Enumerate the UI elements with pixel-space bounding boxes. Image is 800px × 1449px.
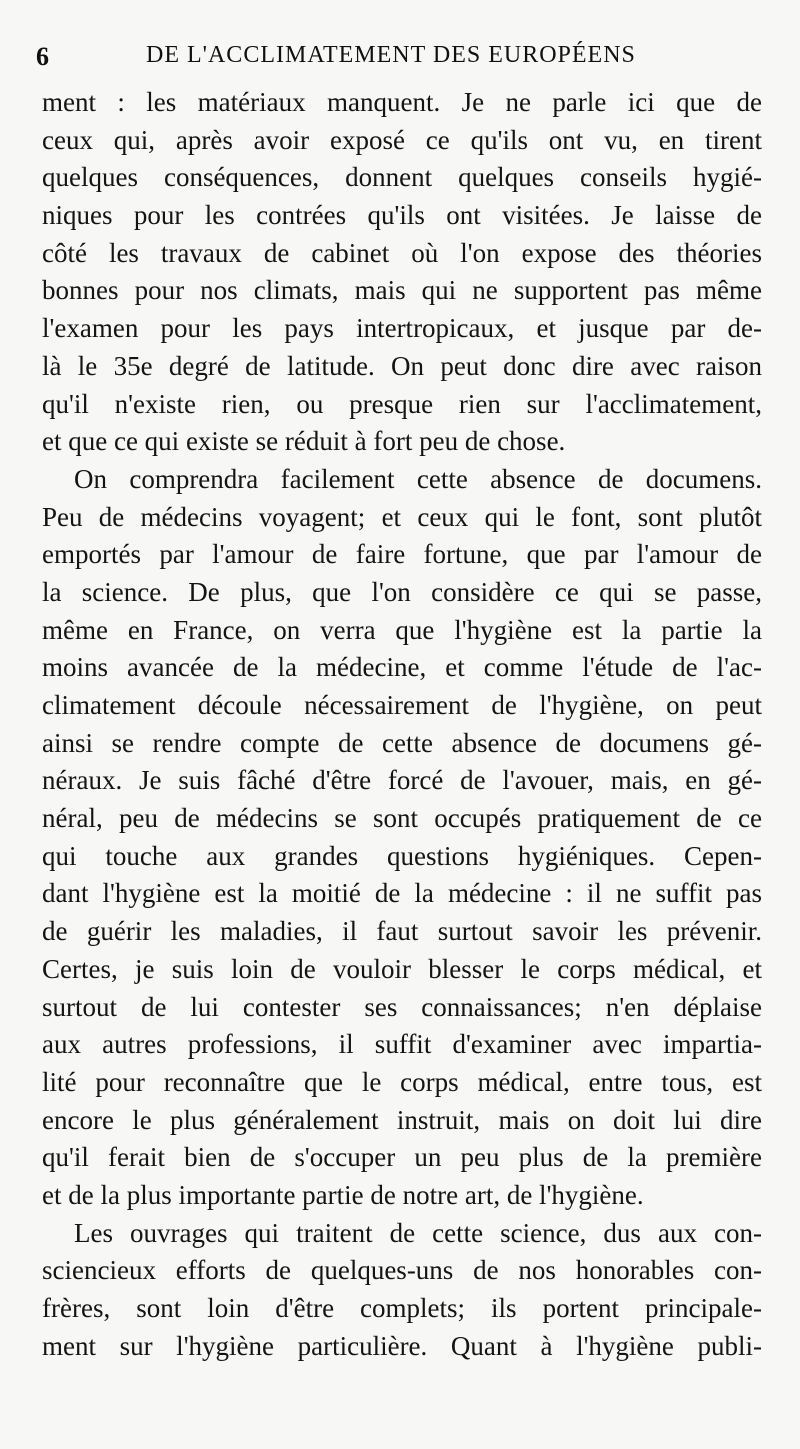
text-line: ainsi se rendre compte de cette absence de documens gé- bbox=[42, 727, 762, 758]
text-line: côté les travaux de cabinet où l'on expose des théories bbox=[42, 237, 762, 268]
text-line: néraux. Je suis fâché d'être forcé de l'avouer, mais, en gé- bbox=[42, 765, 762, 796]
page-number: 6 bbox=[36, 42, 49, 71]
text-line: sciencieux efforts de quelques-uns de nos honorables con- bbox=[42, 1255, 762, 1286]
text-line: surtout de lui contester ses connaissances; n'en déplaise bbox=[42, 991, 762, 1022]
text-line: emportés par l'amour de faire fortune, que par l'amour de bbox=[42, 539, 762, 570]
text-line: qu'il ferait bien de s'occuper un peu plus de la première bbox=[42, 1142, 762, 1173]
text-line: niques pour les contrées qu'ils ont visitées. Je laisse de bbox=[42, 200, 762, 231]
text-line: néral, peu de médecins se sont occupés pratiquement de ce bbox=[42, 803, 762, 834]
text-line: et que ce qui existe se réduit à fort peu de chose. bbox=[42, 426, 566, 457]
text-line: moins avancée de la médecine, et comme l'étude de l'ac- bbox=[42, 652, 762, 683]
text-line: climatement découle nécessairement de l'hygiène, on peut bbox=[42, 690, 762, 720]
running-title: DE L'ACCLIMATEMENT DES EUROPÉENS bbox=[146, 42, 636, 68]
text-line: même en France, on verra que l'hygiène est la partie la bbox=[42, 614, 762, 645]
text-line: qu'il n'existe rien, ou presque rien sur l'acclimatement, bbox=[42, 388, 762, 419]
text-line: frères, sont loin d'être complets; ils portent principale- bbox=[42, 1293, 762, 1323]
text-line: aux autres professions, il suffit d'examiner avec impartia- bbox=[42, 1029, 762, 1060]
text-line: ment : les matériaux manquent. Je ne parle ici que de bbox=[42, 87, 762, 117]
body-text bbox=[42, 84, 762, 1365]
text-line: Certes, je suis loin de vouloir blesser le corps médical, et bbox=[42, 953, 762, 984]
text-line: dant l'hygiène est la moitié de la médecine : il ne suffit pas bbox=[42, 878, 762, 909]
text-line: ment sur l'hygiène particulière. Quant à l'hygiène publi- bbox=[42, 1330, 762, 1361]
text-line: de guérir les maladies, il faut surtout savoir les prévenir. bbox=[42, 916, 762, 947]
text-line: encore le plus généralement instruit, mais on doit lui dire bbox=[42, 1104, 762, 1135]
text-line: la science. De plus, que l'on considère ce qui se passe, bbox=[42, 576, 762, 607]
text-line: ceux qui, après avoir exposé ce qu'ils ont vu, en tirent bbox=[42, 124, 762, 155]
text-line: On comprendra facilement cette absence de documens. bbox=[74, 463, 762, 494]
text-line: et de la plus importante partie de notre art, de l'hygiène. bbox=[42, 1179, 644, 1210]
text-line: bonnes pour nos climats, mais qui ne supportent pas même bbox=[42, 275, 762, 306]
running-header bbox=[34, 38, 764, 78]
text-line: là le 35e degré de latitude. On peut donc dire avec raison bbox=[42, 350, 762, 381]
text-line: Les ouvrages qui traitent de cette science, dus aux con- bbox=[74, 1217, 762, 1248]
text-line: lité pour reconnaître que le corps médical, entre tous, est bbox=[42, 1066, 762, 1097]
text-line: quelques conséquences, donnent quelques conseils hygié- bbox=[42, 162, 762, 193]
text-line: Peu de médecins voyagent; et ceux qui le font, sont plutôt bbox=[42, 501, 762, 532]
text-line: qui touche aux grandes questions hygiéniques. Cepen- bbox=[42, 840, 762, 871]
text-line: l'examen pour les pays intertropicaux, et jusque par de- bbox=[42, 313, 762, 344]
